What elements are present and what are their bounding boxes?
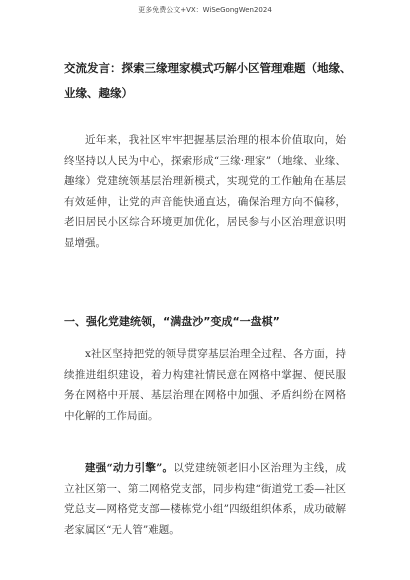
lead-text: 以党建统领老旧小区治理为主线，成立社区第一、第二网格党支部，同步构建“街道党工委—社区党总支—网格党支部—楼栋党小组”四级组织体系，成功破解老家属区“无人管”难题。 — [64, 462, 346, 536]
section-1-lead-paragraph — [64, 458, 346, 540]
header-note: 更多免费公文+VX：WiSeGongWen2024 — [138, 6, 272, 14]
lead-label: 建强“动力引擎”。 — [85, 462, 174, 474]
intro-paragraph: 近年来，我社区牢牢把握基层治理的根本价值取向，始终坚持以人民为中心，探索形成“三缘·理家”（地缘、业缘、趣缘）党建统领基层治理新模式，实现党的工作触角在基层有效延伸，让党的声音能快通直达，确保治理方向不偏移，老旧居民小区综合环境更加优化，居民参与小区治理意识明显增强。 — [64, 134, 346, 249]
document-title: 交流发言：探索三缘理家模式巧解小区管理难题（地缘、业缘、趣缘） — [64, 61, 352, 100]
section-1-paragraph: x社区坚持把党的领导贯穿基层治理全过程、各方面，持续推进组织建设，着力构建社情民意在网格中掌握、便民服务在网格中开展、基层治理在网格中加强、矛盾纠纷在网格中化解的工作局面。 — [64, 348, 346, 422]
section-heading-1: 一、强化党建统领，“满盘沙”变成“一盘棋” — [64, 315, 280, 328]
